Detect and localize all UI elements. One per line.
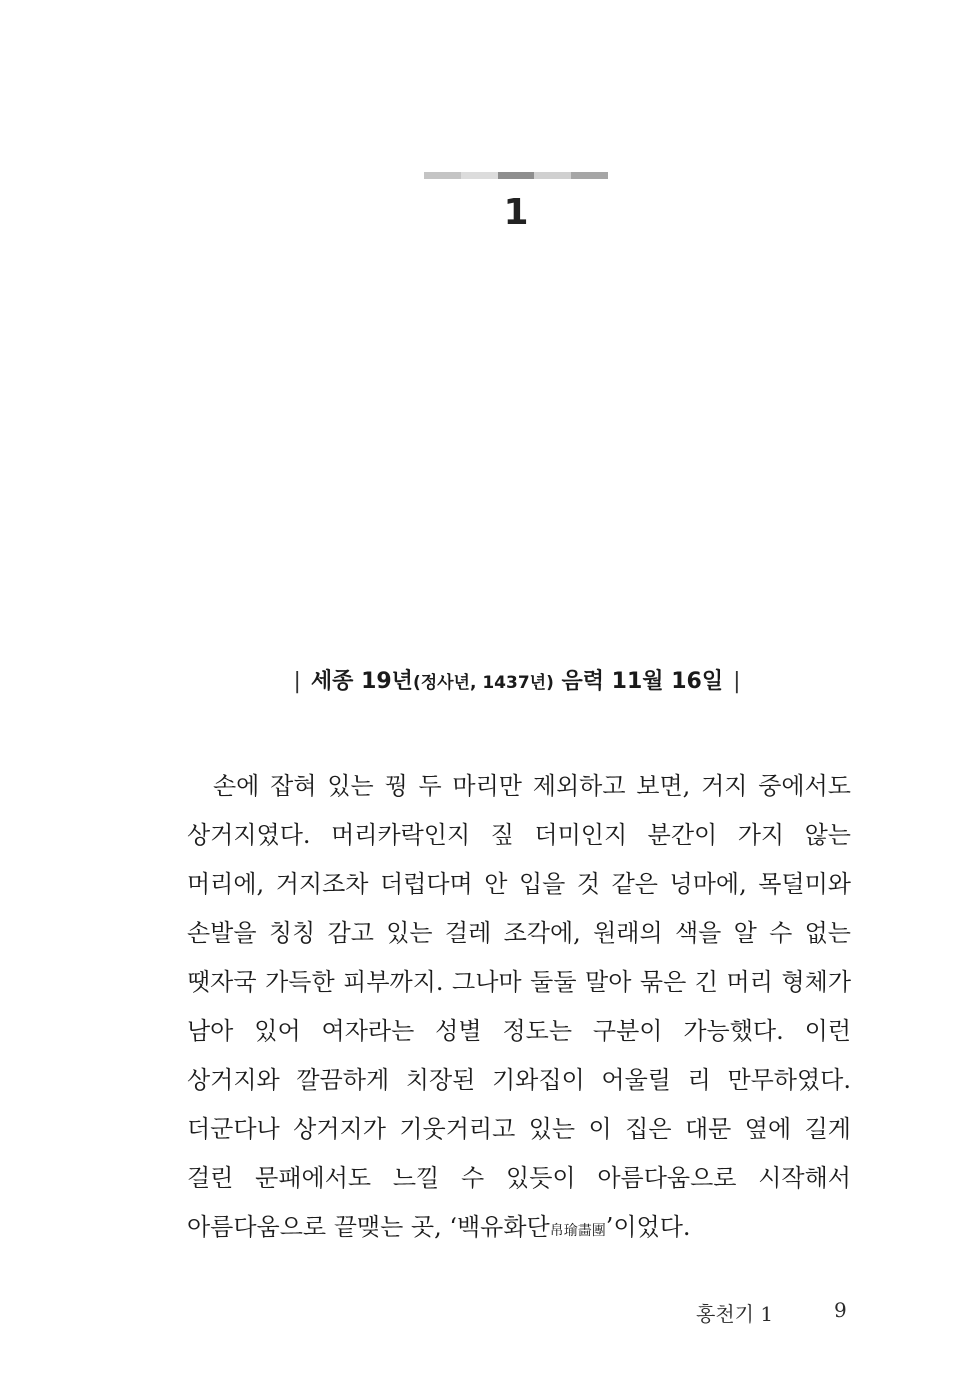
chapter-number: 1 [503,192,529,233]
chapter-divider-bar [424,172,608,179]
date-bar-right: | [733,669,741,694]
date-heading [0,664,958,695]
body-text-end: ’이었다. [605,1213,691,1241]
divider-segment [461,172,498,179]
date-main-end: 음력 11월 16일 [553,669,724,694]
body-text-main: 손에 잡혀 있는 꿩 두 마리만 제외하고 보면, 거지 중에서도 상거지였다. 머리카락인지 짚 더미인지 분간이 가지 않는 머리에, 거지조차 더럽다며 안 입을 것 같은 넝마에, 목덜미와 손발을 칭칭 감고 있는 걸레 조각에, 원래의 색을 알 수 없는 땟자국 가득한 피부까지. 그나마 둘둘 말아 묶은 긴 머리 형체가 남아 있어 여자라는 성별 정도는 구분이 가능했다. 이런 상거지와 깔끔하게 치장된 기와집이 어울릴 리 만무하였다. 더군다나 상거지가 기웃거리고 있는 이 집은 대문 옆에 길게 걸린 문패에서도 느낄 수 있듯이 아름다움으로 시작해서 아름다움으로 끝맺는 곳, ‘백유화단 [187,772,851,1241]
date-main-start: 세종 19년 [310,669,413,694]
divider-segment [534,172,571,179]
body-paragraph [187,762,851,1256]
date-bar-left: | [293,669,301,694]
body-hanja: 帛瑜畵團 [549,1223,606,1239]
date-parenthetical: (정사년, 1437년) [412,673,554,693]
footer-book-title: 홍천기 1 [696,1302,774,1326]
divider-segment [498,172,535,179]
divider-segment [424,172,461,179]
footer-page-number: 9 [834,1298,847,1322]
divider-segment [571,172,608,179]
